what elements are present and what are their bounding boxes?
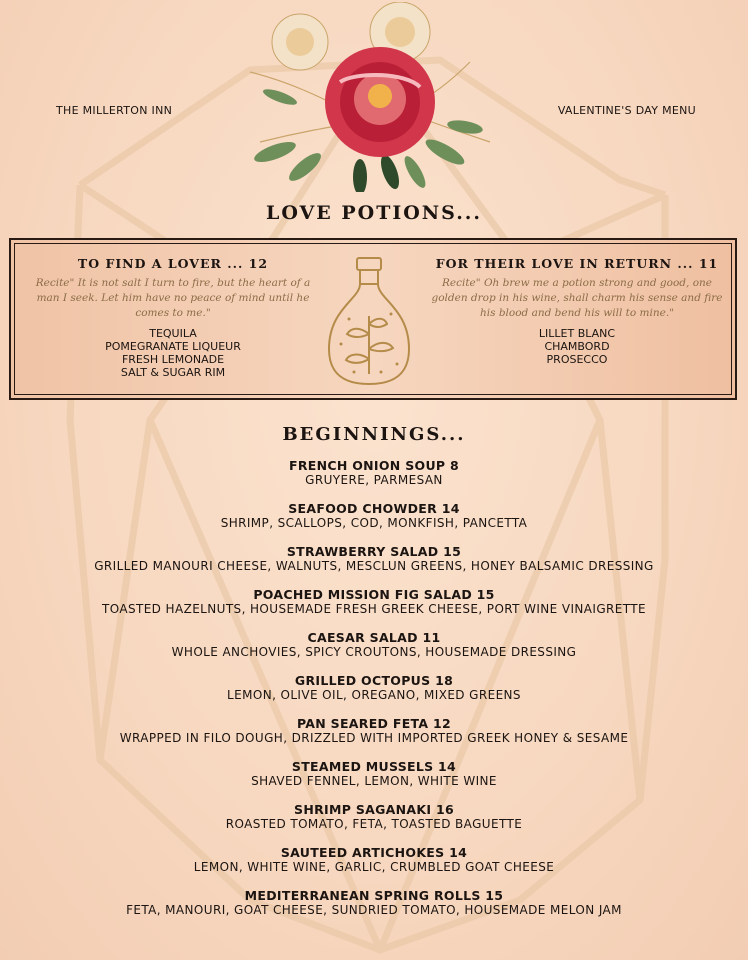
menu-item-description: ROASTED TOMATO, FETA, TOASTED BAGUETTE [225,817,523,831]
menu-item-name: SHRIMP SAGANAKI 16 [294,802,454,817]
ingredient: PROSECCO [546,353,608,366]
potion-title: FOR THEIR LOVE IN RETURN ... 11 [435,256,719,271]
potion-item [429,256,725,366]
love-potions-heading: LOVE POTIONS... [265,202,483,224]
menu-item [0,673,748,703]
ingredient: FRESH LEMONADE [121,353,225,366]
ingredient: SALT & SUGAR RIM [120,366,226,379]
menu-item [0,802,748,832]
menu-item-description: TOASTED HAZELNUTS, HOUSEMADE FRESH GREEK CHEESE, PORT WINE VINAIGRETTE [101,602,646,616]
menu-item-name: SAUTEED ARTICHOKES 14 [280,845,468,860]
menu-item-description: WRAPPED IN FILO DOUGH, DRIZZLED WITH IMPORTED GREEK HONEY & SESAME [119,731,629,745]
potion-bottle-icon [319,254,419,389]
potion-quote: Recite" It is not salt I turn to fire, but the heart of a man I seek. Let him have no peace of mind until he comes to me." [35,277,311,319]
potion-title: TO FIND A LOVER ... 12 [77,256,269,271]
ingredient: CHAMBORD [544,340,610,353]
menu-item-description: LEMON, OLIVE OIL, OREGANO, MIXED GREENS [227,688,521,702]
menu-item-name: STEAMED MUSSELS 14 [291,759,457,774]
ingredient: LILLET BLANC [538,327,616,340]
menu-item [0,544,748,574]
ingredient: TEQUILA [149,327,197,340]
menu-item-name: FRENCH ONION SOUP 8 [288,458,460,473]
menu-item-description: SHAVED FENNEL, LEMON, WHITE WINE [251,774,497,788]
potion-ingredients [23,327,323,379]
menu-name: VALENTINE'S DAY MENU [557,104,696,117]
menu-item [0,630,748,660]
menu-item [0,587,748,617]
ingredient: POMEGRANATE LIQUEUR [105,340,241,353]
menu-item-name: POACHED MISSION FIG SALAD 15 [253,587,495,602]
menu-item-name: STRAWBERRY SALAD 15 [286,544,462,559]
love-potions-box [9,238,737,400]
menu-item-name: GRILLED OCTOPUS 18 [294,673,454,688]
menu-item-name: CAESAR SALAD 11 [307,630,441,645]
menu-item-description: LEMON, WHITE WINE, GARLIC, CRUMBLED GOAT CHEESE [193,860,555,874]
rose-bouquet-illustration [240,2,510,192]
menu-item-name: PAN SEARED FETA 12 [296,716,452,731]
potion-quote: Recite" Oh brew me a potion strong and good, one golden drop in his wine, shall charm his sense and fire his blood and bend his will to mine." [431,277,723,319]
menu-item-description: WHOLE ANCHOVIES, SPICY CROUTONS, HOUSEMADE DRESSING [171,645,577,659]
menu-item [0,759,748,789]
potion-item [23,256,323,379]
menu-item-description: GRILLED MANOURI CHEESE, WALNUTS, MESCLUN GREENS, HONEY BALSAMIC DRESSING [94,559,654,573]
menu-item [0,716,748,746]
menu-item-description: FETA, MANOURI, GOAT CHEESE, SUNDRIED TOMATO, HOUSEMADE MELON JAM [126,903,622,917]
menu-item-name: SEAFOOD CHOWDER 14 [288,501,460,516]
menu-item [0,501,748,531]
menu-item-description: SHRIMP, SCALLOPS, COD, MONKFISH, PANCETTA [220,516,528,530]
beginnings-menu-list [0,458,748,931]
potion-ingredients [429,327,725,366]
beginnings-heading: BEGINNINGS... [282,424,466,445]
menu-item [0,845,748,875]
venue-name: THE MILLERTON INN [56,104,173,117]
menu-item [0,458,748,488]
menu-item-description: GRUYERE, PARMESAN [305,473,443,487]
menu-item-name: MEDITERRANEAN SPRING ROLLS 15 [244,888,504,903]
menu-item [0,888,748,918]
